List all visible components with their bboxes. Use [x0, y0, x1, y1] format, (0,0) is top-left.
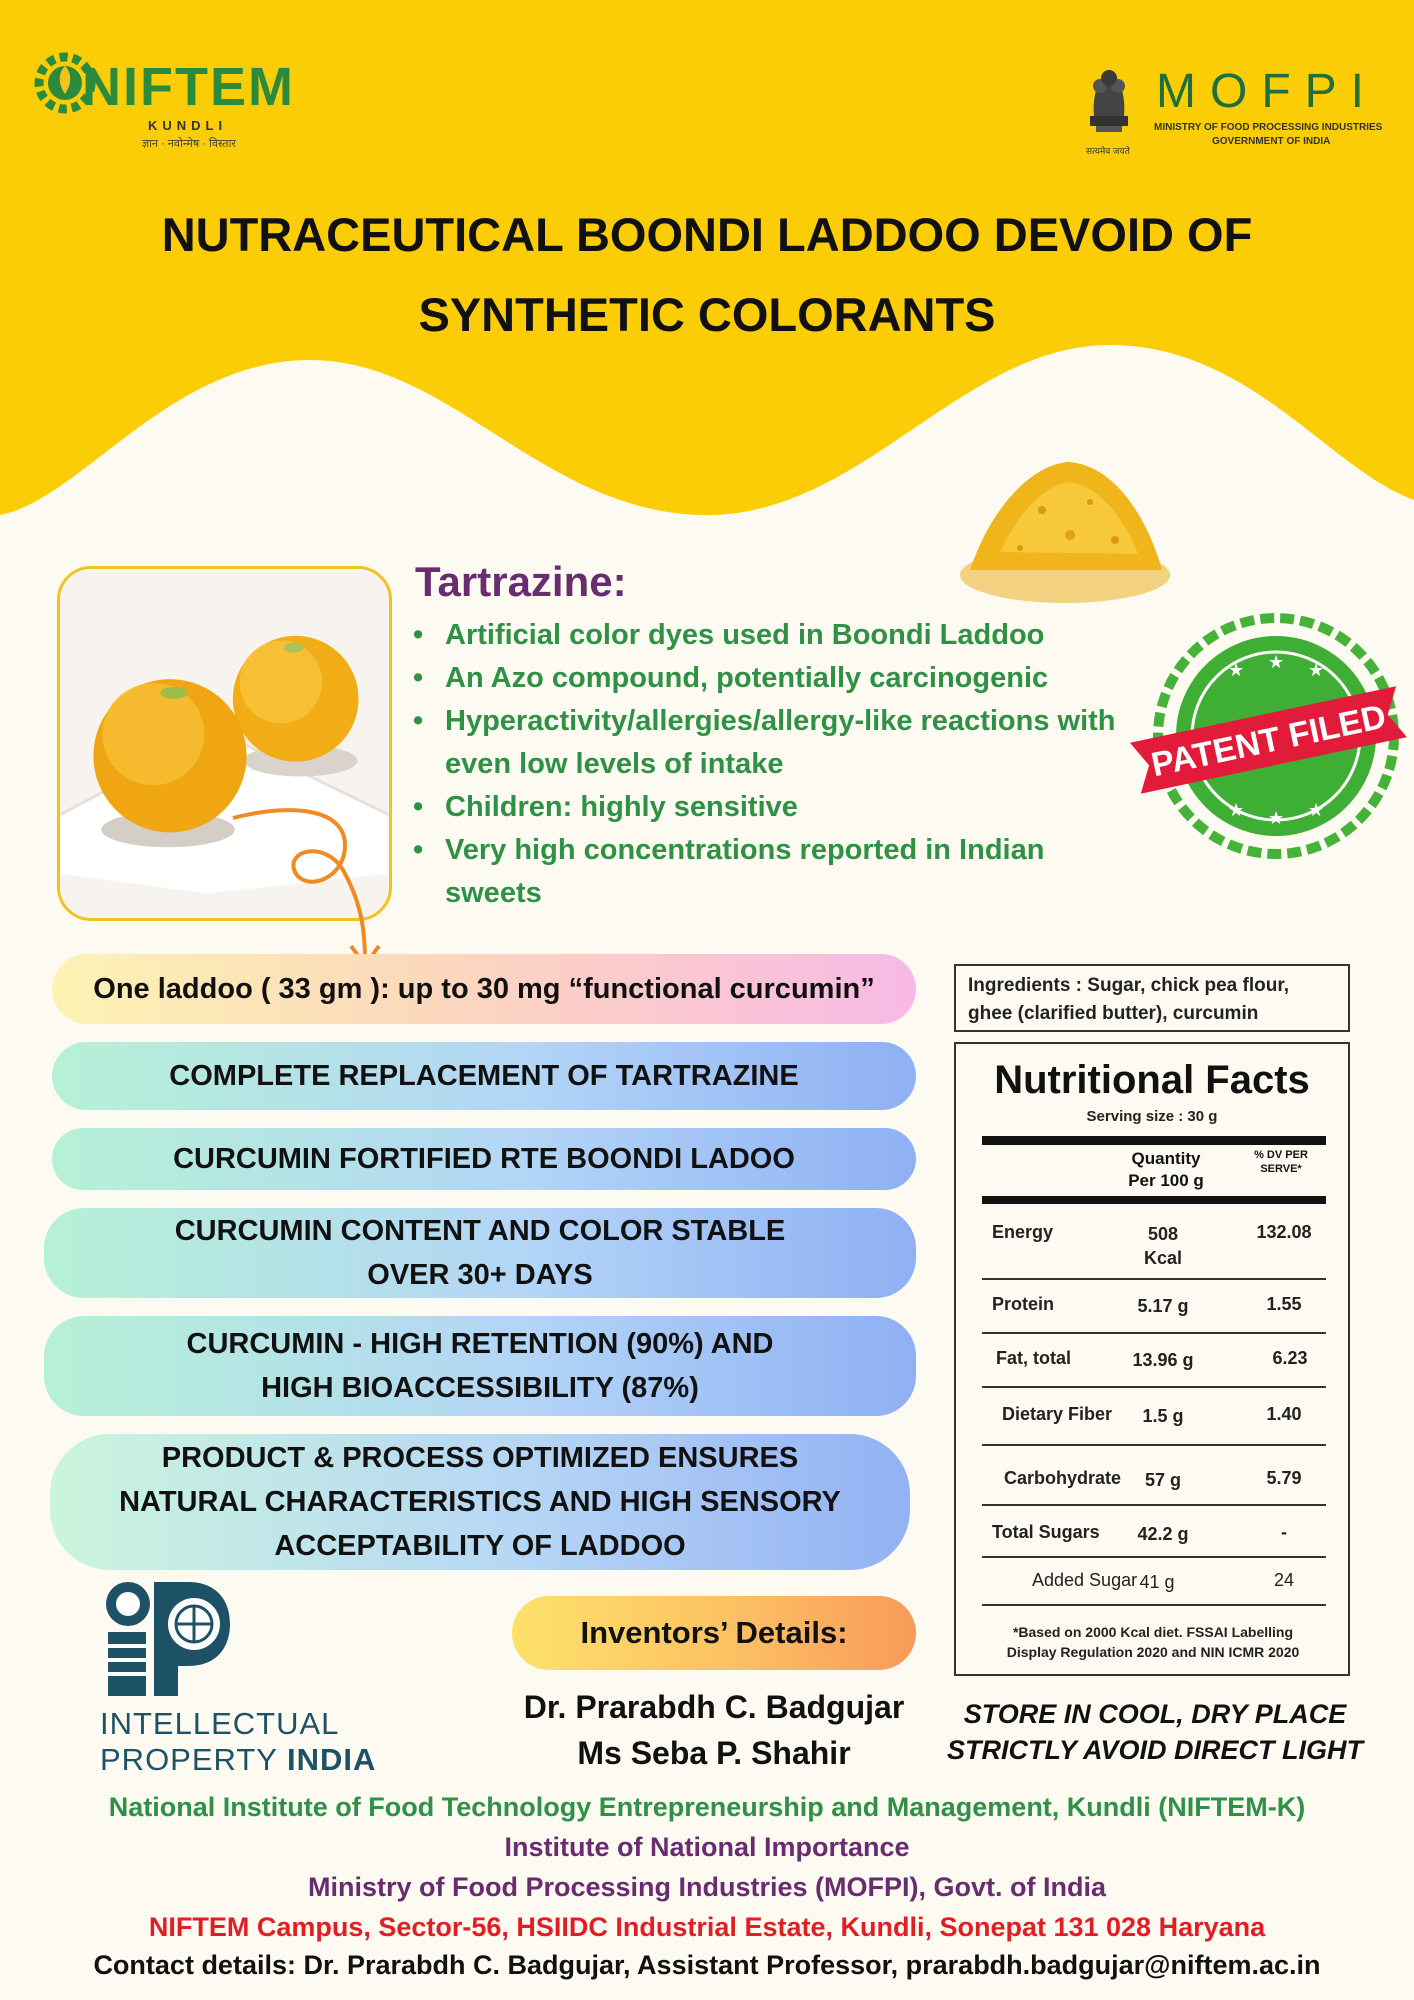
ip-india-logo — [86, 1576, 408, 1780]
niftem-motto: ज्ञान · नवोन्मेष · विस्तार — [142, 138, 236, 150]
nutrient-dv: 6.23 — [1272, 1348, 1308, 1368]
pill-text: ACCEPTABILITY OF LADDOO — [274, 1530, 686, 1562]
footer-address: NIFTEM Campus, Sector-56, HSIIDC Industrial Estate, Kundli, Sonepat 131 028 Haryana — [148, 1912, 1266, 1942]
storage-instructions — [940, 1696, 1370, 1768]
pill-text: OVER 30+ DAYS — [367, 1259, 593, 1291]
divider — [982, 1332, 1326, 1334]
niftem-wordmark: NIFTEM — [82, 57, 295, 117]
list-item: • Children: highly sensitive — [405, 786, 1145, 829]
pill-text: CURCUMIN FORTIFIED RTE BOONDI LADOO — [173, 1143, 795, 1175]
mofpi-govt: GOVERNMENT OF INDIA — [1212, 136, 1331, 147]
pill-text: NATURAL CHARACTERISTICS AND HIGH SENSORY — [119, 1486, 841, 1518]
nutrient-dv: 132.08 — [1256, 1222, 1312, 1242]
pill-text: COMPLETE REPLACEMENT OF TARTRAZINE — [169, 1060, 799, 1092]
storage-line: STORE IN COOL, DRY PLACE — [963, 1699, 1347, 1729]
svg-text:★: ★ — [1268, 652, 1285, 673]
nutrient-qty: 13.96 g — [1132, 1350, 1194, 1370]
qty-value: 508 — [1147, 1224, 1179, 1244]
nutrient-dv: 5.79 — [1266, 1468, 1302, 1488]
nutrient-name: Energy — [992, 1222, 1054, 1242]
ip-india-icon — [98, 1576, 238, 1698]
column-header-text: Per 100 g — [1128, 1171, 1204, 1190]
nutrient-dv: 24 — [1273, 1570, 1295, 1590]
pill-text: HIGH BIOACCESSIBILITY (87%) — [261, 1372, 699, 1404]
footer-importance: Institute of National Importance — [504, 1832, 910, 1862]
highlight-pill-5 — [50, 1434, 910, 1570]
highlight-pill-1 — [52, 1042, 916, 1110]
pill-text: CURCUMIN CONTENT AND COLOR STABLE — [174, 1215, 786, 1247]
emblem-motto: सत्यमेव जयते — [1086, 146, 1130, 156]
title-line-2: SYNTHETIC COLORANTS — [418, 288, 996, 341]
inventor-name: Ms Seba P. Shahir — [577, 1735, 851, 1771]
nutrition-title: Nutritional Facts — [994, 1058, 1310, 1102]
laddoo-curcumin-pill — [52, 954, 916, 1024]
mofpi-logo — [1082, 52, 1392, 162]
niftem-logo — [30, 42, 310, 152]
inventors-heading: Inventors’ Details: — [580, 1615, 848, 1650]
svg-text:★: ★ — [1228, 660, 1245, 681]
divider — [982, 1504, 1326, 1506]
curly-arrow-icon — [225, 800, 425, 970]
svg-text:★: ★ — [1308, 800, 1325, 821]
nutrient-name: Fat, total — [996, 1348, 1071, 1368]
inventors-heading-pill — [512, 1596, 916, 1670]
inventor-name: Dr. Prarabdh C. Badgujar — [523, 1689, 905, 1725]
divider — [982, 1136, 1326, 1145]
nutrient-name: Dietary Fiber — [1002, 1404, 1113, 1424]
ip-india-property: PROPERTY — [100, 1742, 288, 1777]
mofpi-wordmark: MOFPI — [1156, 65, 1378, 118]
column-header-text: SERVE* — [1260, 1163, 1302, 1175]
divider — [982, 1278, 1326, 1280]
title-line-1: NUTRACEUTICAL BOONDI LADDOO DEVOID OF — [161, 208, 1253, 261]
nutrient-qty: 5.17 g — [1137, 1296, 1189, 1316]
ingredients-line: ghee (clarified butter), curcumin — [968, 1003, 1259, 1024]
pill-text: CURCUMIN - HIGH RETENTION (90%) AND — [186, 1328, 774, 1360]
pill-text: One laddoo ( 33 gm ): up to 30 mg “functional curcumin” — [93, 972, 875, 1005]
divider — [982, 1604, 1326, 1606]
footer-institute: National Institute of Food Technology Entrepreneurship and Management, Kundli (NIFTEM-K) — [108, 1792, 1306, 1822]
ip-india-line1: INTELLECTUAL — [100, 1706, 340, 1741]
nutrient-name: Protein — [992, 1294, 1055, 1314]
highlight-pill-4 — [44, 1316, 916, 1416]
footer-ministry: Ministry of Food Processing Industries (MOFPI), Govt. of India — [307, 1872, 1107, 1902]
nutrient-qty — [1108, 1222, 1218, 1270]
ip-india-line2 — [100, 1742, 376, 1778]
patent-filed-badge — [1128, 606, 1408, 868]
nutrient-name: Carbohydrate — [1004, 1468, 1122, 1488]
pill-text: PRODUCT & PROCESS OPTIMIZED ENSURES — [161, 1442, 799, 1474]
divider — [982, 1556, 1326, 1558]
list-item: • Hyperactivity/allergies/allergy-like reactions with even low levels of intake — [405, 700, 1145, 786]
inventor-names — [500, 1684, 928, 1776]
qty-unit: Kcal — [1143, 1248, 1183, 1268]
page-title — [40, 195, 1374, 355]
mofpi-ministry: MINISTRY OF FOOD PROCESSING INDUSTRIES — [1154, 122, 1383, 133]
nutrient-qty: 42.2 g — [1137, 1524, 1189, 1544]
column-header-dv — [1246, 1148, 1316, 1176]
niftem-sub: KUNDLI — [148, 118, 228, 133]
nutrient-dv: 1.40 — [1266, 1404, 1302, 1424]
nutrition-facts-panel — [954, 1042, 1350, 1676]
nutrient-qty: 57 g — [1144, 1470, 1182, 1490]
svg-text:★: ★ — [1268, 808, 1285, 829]
nutrient-name: Added Sugar — [1032, 1570, 1138, 1590]
highlight-pill-2 — [52, 1128, 916, 1190]
list-item: • An Azo compound, potentially carcinogenic — [405, 657, 1145, 700]
nutrient-dv: - — [1281, 1522, 1287, 1542]
patent-badge-label: PATENT FILED — [1147, 697, 1390, 785]
divider — [982, 1386, 1326, 1388]
nutrient-qty: 1.5 g — [1142, 1406, 1184, 1426]
ip-india-india: INDIA — [287, 1742, 377, 1777]
nutrient-qty: 41 g — [1139, 1572, 1175, 1592]
column-header-text: % DV PER — [1254, 1149, 1308, 1161]
svg-text:★: ★ — [1228, 800, 1245, 821]
footer-contact: Contact details: Dr. Prarabdh C. Badgujar, Assistant Professor, prarabdh.badgujar@niftem.ac.in — [93, 1950, 1321, 1980]
national-emblem-icon — [1082, 56, 1136, 146]
serving-size: Serving size : 30 g — [1086, 1108, 1218, 1125]
tartrazine-points — [405, 614, 1145, 915]
svg-text:★: ★ — [1308, 660, 1325, 681]
ingredients-box — [954, 964, 1350, 1032]
turmeric-powder-image — [950, 440, 1180, 610]
nutrition-footnote — [970, 1622, 1336, 1662]
divider — [982, 1196, 1326, 1204]
footnote-line: Display Regulation 2020 and NIN ICMR 2020 — [1006, 1644, 1300, 1660]
nutrient-name: Total Sugars — [992, 1522, 1100, 1542]
storage-line: STRICTLY AVOID DIRECT LIGHT — [947, 1735, 1363, 1765]
footnote-line: *Based on 2000 Kcal diet. FSSAI Labelling — [1012, 1624, 1294, 1640]
column-header-quantity — [1106, 1148, 1226, 1192]
highlight-pill-3 — [44, 1208, 916, 1298]
tartrazine-heading: Tartrazine: — [415, 558, 627, 605]
nutrient-dv: 1.55 — [1266, 1294, 1302, 1314]
list-item: • Very high concentrations reported in Indian sweets — [405, 829, 1145, 915]
divider — [982, 1444, 1326, 1446]
ingredients-line: Ingredients : Sugar, chick pea flour, — [968, 975, 1289, 996]
list-item: • Artificial color dyes used in Boondi Laddoo — [405, 614, 1145, 657]
column-header-text: Quantity — [1131, 1149, 1201, 1168]
